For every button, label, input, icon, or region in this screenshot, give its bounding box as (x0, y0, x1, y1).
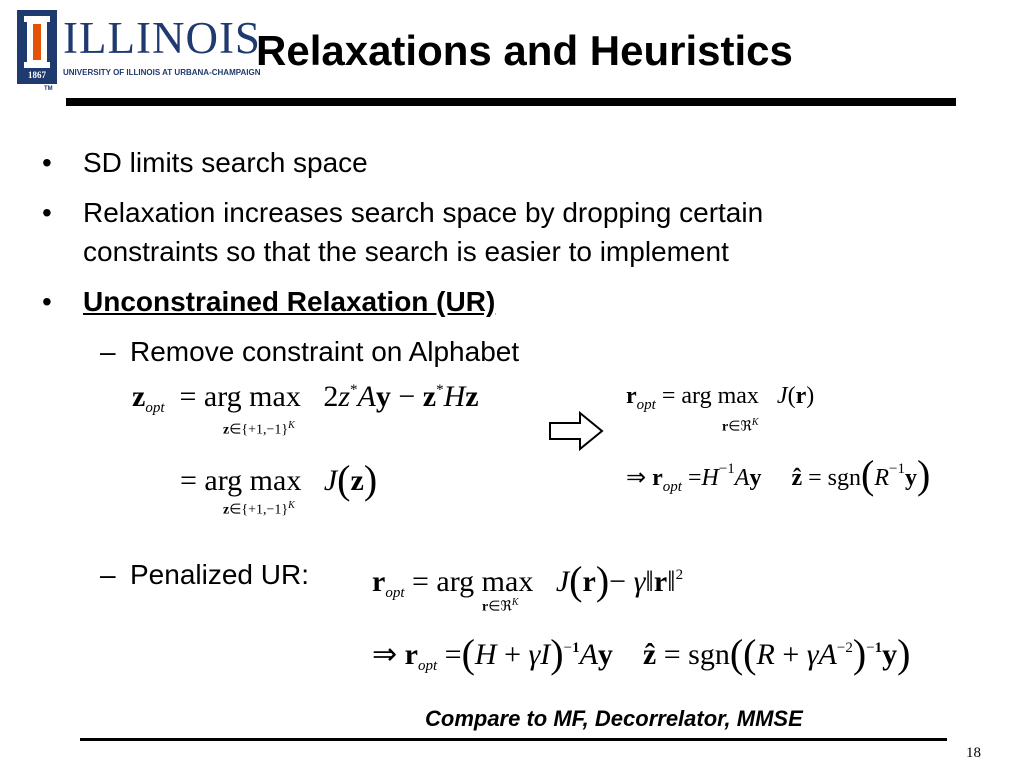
right-outline-arrow-icon (548, 411, 604, 451)
equation-penalized-solution: ⇒ $r_{opt} =(H + \gamma I)^{-1}Ay$ ẑ = $sgn((R + \gamma A^{-2})^{-1}y)$ (372, 631, 911, 676)
bullet-relaxation-line2: constraints so that the search is easier to implement (83, 236, 729, 267)
equation-argmax-J: = arg max J(z) (180, 457, 378, 502)
sub-dash: – (100, 336, 116, 367)
sub-dash: – (100, 559, 116, 590)
column-emblem-icon (17, 10, 57, 84)
bullet-dot-icon: • (42, 286, 52, 317)
title-underline-rule (66, 98, 956, 106)
equation-ropt-argmax: $r_{opt}$ = arg max J(r) (626, 383, 815, 413)
bullet-sd-limits: SD limits search space (83, 147, 368, 178)
equation-zopt-argmax: $z_{opt}$ = arg max 2z*Ay − z*Hz (132, 380, 479, 416)
logo-subtitle: UNIVERSITY OF ILLINOIS AT URBANA-CHAMPAIGN (63, 68, 261, 77)
logo-wordmark: ILLINOIS (63, 13, 261, 63)
university-logo (17, 10, 261, 92)
slide-title: Relaxations and Heuristics (256, 27, 793, 74)
bullet-dot-icon: • (42, 147, 52, 178)
bullet-relaxation-line1: Relaxation increases search space by dropping certain (83, 197, 764, 228)
logo-trademark: TM (44, 86, 53, 92)
bullet-unconstrained-relaxation: Unconstrained Relaxation (UR) (83, 286, 496, 317)
sub-bullet-remove-constraint: Remove constraint on Alphabet (130, 336, 520, 367)
compare-note: Compare to MF, Decorrelator, MMSE (425, 706, 803, 731)
equation-constraint-set: $z\in\{+1,-1\}^K$ (223, 420, 295, 438)
equation-real-constraint: r∈ℜ$^K$ (722, 417, 759, 435)
logo-year: 1867 (28, 70, 46, 80)
equation-ropt-solution: ⇒ $r_{opt} =H^{-1}Ay$ ẑ = $sgn(R^{-1}y)$ (626, 452, 931, 497)
equation-penalized-argmax: $r_{opt}$ = arg max J(r)− γ‖r‖$^2$ (372, 558, 684, 603)
equation-real-constraint: r∈ℜ$^K$ (482, 597, 519, 615)
bullet-dot-icon: • (42, 197, 52, 228)
footer-rule (80, 738, 947, 741)
page-number: 18 (966, 745, 981, 761)
equation-constraint-set: $z\in\{+1,-1\}^K$ (223, 500, 295, 518)
sub-bullet-penalized-ur: Penalized UR: (130, 559, 309, 590)
